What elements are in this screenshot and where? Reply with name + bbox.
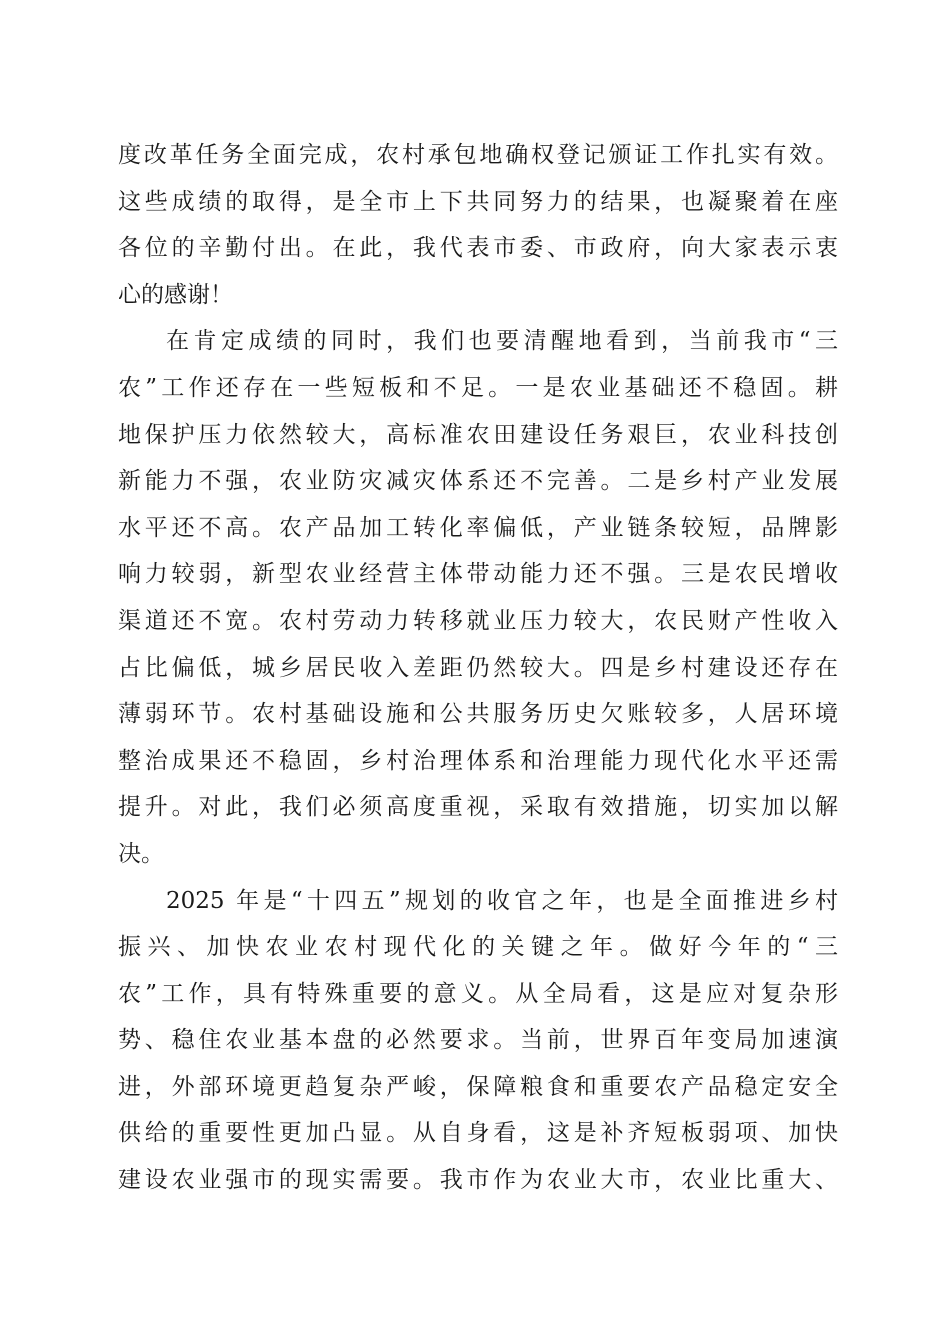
text-line: 整治成果还不稳固，乡村治理体系和治理能力现代化水平还需	[118, 747, 838, 774]
paragraph-3	[118, 878, 838, 1204]
text-line: 渠道还不宽。农村劳动力转移就业压力较大，农民财产性收入	[118, 607, 838, 634]
text-line: 建设农业强市的现实需要。我市作为农业大市，农业比重大、	[118, 1167, 838, 1194]
text-line: 占比偏低，城乡居民收入差距仍然较大。四是乡村建设还存在	[118, 654, 838, 681]
text-line: 进，外部环境更趋复杂严峻，保障粮食和重要农产品稳定安全	[118, 1073, 838, 1100]
text-line: 振兴、加快农业农村现代化的关键之年。做好今年的“三	[118, 934, 838, 961]
text-line: 新能力不强，农业防灾减灾体系还不完善。二是乡村产业发展	[118, 468, 838, 495]
text-line: 供给的重要性更加凸显。从自身看，这是补齐短板弱项、加快	[118, 1120, 838, 1147]
text-line: 决。	[118, 840, 164, 867]
text-line: 响力较弱，新型农业经营主体带动能力还不强。三是农民增收	[118, 561, 838, 588]
text-line: 薄弱环节。农村基础设施和公共服务历史欠账较多，人居环境	[118, 701, 838, 728]
paragraph-2	[118, 318, 838, 877]
text-line: 各位的辛勤付出。在此，我代表市委、市政府，向大家表示衷	[118, 235, 838, 262]
text-line: 水平还不高。农产品加工转化率偏低，产业链条较短，品牌影	[118, 514, 838, 541]
text-line: 2025 年是“十四五”规划的收官之年，也是全面推进乡村	[166, 887, 838, 914]
text-line: 这些成绩的取得，是全市上下共同努力的结果，也凝聚着在座	[118, 188, 838, 215]
text-line: 农”工作还存在一些短板和不足。一是农业基础还不稳固。耕	[118, 374, 838, 401]
text-line: 度改革任务全面完成，农村承包地确权登记颁证工作扎实有效。	[118, 142, 838, 168]
text-line: 地保护压力依然较大，高标准农田建设任务艰巨，农业科技创	[118, 421, 838, 448]
document-body	[118, 132, 838, 1204]
text-line: 势、稳住农业基本盘的必然要求。当前，世界百年变局加速演	[118, 1027, 838, 1054]
text-line: 心的感谢！	[118, 281, 233, 308]
paragraph-1	[118, 132, 838, 318]
text-line: 在肯定成绩的同时，我们也要清醒地看到，当前我市“三	[166, 328, 838, 355]
text-line: 农”工作，具有特殊重要的意义。从全局看，这是应对复杂形	[118, 980, 838, 1007]
text-line: 提升。对此，我们必须高度重视，采取有效措施，切实加以解	[118, 794, 838, 821]
